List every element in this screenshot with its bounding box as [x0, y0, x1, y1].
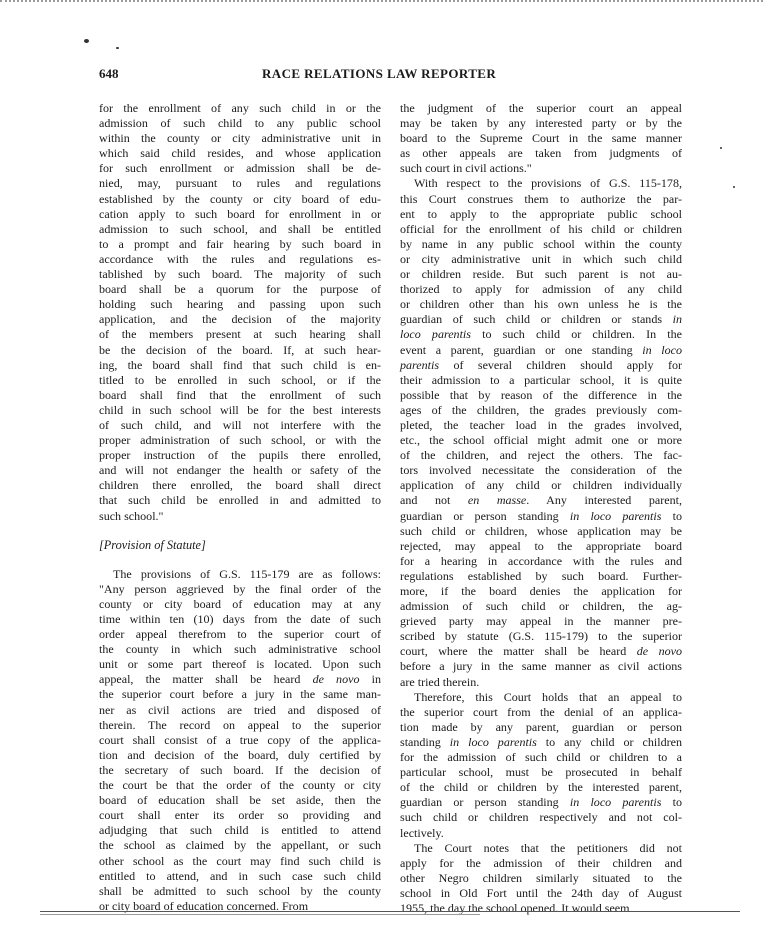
text-line: by name in any public school within the county [400, 236, 682, 251]
text-line: proper administration of such school, or with the [99, 433, 381, 448]
text-line: within the county or city administrative unit in [99, 131, 381, 146]
text-line: such court in civil actions." [400, 161, 532, 176]
text-line: therein. The record on appeal to the superior [99, 717, 381, 732]
text-line: The Court notes that the petitioners did not [414, 840, 682, 855]
page-header [0, 66, 763, 86]
text-line: scribed by statute (G.S. 115-179) to the superior [400, 629, 682, 644]
text-line: accordance with the rules and regulations es- [99, 251, 381, 266]
text-line: court shall consist of a true copy of the applica- [99, 732, 381, 747]
text-line: The provisions of G.S. 115-179 are as follows: [113, 566, 381, 581]
text-line: thorized to apply for admission of any child [400, 282, 682, 297]
page-number: 648 [99, 66, 119, 81]
text-line: grieved party may appeal in the manner pre- [400, 614, 682, 629]
text-line: loco parentis to such child or children. In the [400, 327, 682, 342]
spacer [99, 553, 381, 567]
text-line: which said child resides, and whose application [99, 146, 381, 161]
text-line: for such enrollment or admission shall be de- [99, 161, 381, 176]
text-line: such school." [99, 508, 164, 523]
running-head: RACE RELATIONS LAW REPORTER [262, 66, 497, 81]
text-line: etc., the school official might admit one or more [400, 433, 682, 448]
text-line: board shall find that the enrollment of such [99, 387, 381, 402]
text-line: board of education shall be set aside, then the [99, 793, 381, 808]
text-line: With respect to the provisions of G.S. 115-178, [414, 176, 682, 191]
text-line: for the enrollment of any such child in or the [99, 101, 381, 115]
text-line: county or city board of education may at any [99, 596, 381, 611]
left-paragraph-1 [99, 101, 381, 524]
text-line: guardian of such child or children or stands in [400, 312, 682, 327]
text-line: tion and decision of the board, duly certified by [99, 747, 381, 762]
text-line: ing, the board shall find that such child is en- [99, 357, 381, 372]
text-line: guardian or person standing in loco parentis to [400, 795, 682, 810]
text-line: holding such hearing and passing upon such [99, 297, 381, 312]
text-line: court shall enter its order so providing and [99, 808, 381, 823]
text-line: are tried therein. [400, 674, 480, 689]
text-line: child in such school will be for the best interests [99, 402, 381, 417]
text-line: tion made by any parent, guardian or person [400, 719, 682, 734]
text-line: the school as claimed by the appellant, or such [99, 838, 381, 853]
text-line: for a hearing in accordance with the rules and [400, 553, 682, 568]
text-line: or children other than his own unless he is the [400, 297, 682, 312]
text-line: their admission to a particular school, it is quite [400, 372, 682, 387]
text-line: guardian or person standing in loco parentis to [400, 508, 682, 523]
text-line: the county in which such administrative school [99, 642, 381, 657]
text-line: for the admission of such child or children to a [400, 750, 682, 765]
text-line: this Court construes them to authorize the par- [400, 191, 682, 206]
footer-rule [40, 914, 480, 915]
text-line: regulations established by such board. Further- [400, 568, 682, 583]
text-line: to a prompt and fair hearing by such board in [99, 236, 381, 251]
text-line: of the members present at such hearing shall [99, 327, 381, 342]
text-line: possible that by reason of the difference in the [400, 387, 682, 402]
text-line: school in Old Fort until the 24th day of August [400, 885, 682, 900]
text-line: parentis of several children should apply for [400, 357, 682, 372]
text-line: board shall be a quorum for the purpose of [99, 282, 381, 297]
text-line: titled to be enrolled in such school, or if the [99, 372, 381, 387]
right-column [400, 101, 682, 916]
text-line: official for the enrollment of his child or children [400, 221, 682, 236]
text-line: and will not endanger the health or safety of the [99, 463, 381, 478]
text-line: "Any person aggrieved by the final order of the [99, 581, 381, 596]
text-line: established by the county or city board of edu- [99, 191, 381, 206]
text-line: of the children, and reject the others. The fac- [400, 448, 682, 463]
text-line: that such child be enrolled in and admitted to [99, 493, 381, 508]
text-line: tors involved necessitate the consideration of the [400, 463, 682, 478]
text-line: as other appeals are taken from judgments of [400, 146, 682, 161]
text-line: be the decision of the board. If, at such hear- [99, 342, 381, 357]
text-line: ent to apply to the appropriate public school [400, 206, 682, 221]
text-line: application of any child or children individually [400, 478, 682, 493]
right-paragraph-2 [400, 176, 682, 689]
text-line: cation apply to such board for enrollment in or [99, 206, 381, 221]
spacer [99, 524, 381, 538]
text-line: of the child or children by the interested parent, [400, 780, 682, 795]
text-line: the judgment of the superior court an appeal [400, 101, 682, 115]
right-paragraph-1 [400, 101, 682, 176]
text-line: or children reside. But such parent is not au- [400, 267, 682, 282]
text-line: children there enrolled, the board shall direct [99, 478, 381, 493]
text-line: entitled to attend, and in such case such child [99, 868, 381, 883]
text-line: shall be admitted to such school by the county [99, 883, 381, 898]
text-line: the court be that the order of the county or city [99, 778, 381, 793]
text-line: board to the Supreme Court in the same manner [400, 131, 682, 146]
text-line: adjudging that such child is entitled to attend [99, 823, 381, 838]
text-line: time within ten (10) days from the date of such [99, 612, 381, 626]
text-line: proper instruction of the pupils there enrolled, [99, 448, 381, 463]
scan-speck [720, 147, 722, 149]
text-line: court, where the matter shall be heard de novo [400, 644, 682, 659]
text-line: particular school, must be prosecuted in behalf [400, 765, 682, 780]
text-line: or city board of education concerned. From [99, 898, 309, 913]
text-line: standing in loco parentis to any child or children [400, 734, 682, 749]
text-line: apply for the admission of their children and [400, 855, 682, 870]
text-line: order appeal therefrom to the superior court of [99, 627, 381, 642]
scan-speck [84, 39, 89, 43]
text-line: such child or children respectively and not col- [400, 810, 682, 825]
text-line: other Negro children similarly situated to the [400, 870, 682, 885]
text-line: nied, may, pursuant to rules and regulations [99, 176, 381, 191]
text-line: the superior court before a jury in the same man- [99, 687, 381, 702]
text-line: ner as civil actions are tried and disposed of [99, 702, 381, 717]
text-line: event a parent, guardian or one standing in loco [400, 342, 682, 357]
text-line: or city administrative unit in which such child [400, 251, 682, 266]
right-paragraph-3 [400, 690, 682, 841]
section-heading: [Provision of Statute] [99, 537, 206, 552]
text-line: other school as the court may find such child is [99, 853, 381, 868]
text-line: the superior court from the denial of an applica- [400, 704, 682, 719]
text-line: and not en masse. Any interested parent, [400, 493, 682, 508]
right-paragraph-4 [400, 841, 682, 916]
left-column [99, 101, 381, 914]
text-line: the secretary of such board. If the decision of [99, 762, 381, 777]
text-line: unit or some part thereof is located. Upon such [99, 657, 381, 672]
text-line: pleted, the teacher load in the grades involved, [400, 417, 682, 432]
text-line: tablished by such board. The majority of such [99, 267, 381, 282]
text-line: such child or children, whose application may be [400, 523, 682, 538]
text-line: may be taken by any interested party or by the [400, 116, 682, 131]
text-line: admission of such child to any public school [99, 116, 381, 131]
scan-speck [116, 47, 119, 49]
text-line: of such child, and will not interfere with the [99, 417, 381, 432]
text-line: ages of the children, the grades previously com- [400, 402, 682, 417]
text-line: appeal, the matter shall be heard de novo in [99, 672, 381, 687]
footer-rule [40, 911, 740, 912]
text-line: Therefore, this Court holds that an appeal to [414, 689, 682, 704]
scan-speck [733, 186, 735, 188]
text-line: lectively. [400, 825, 444, 840]
scan-edge [0, 0, 763, 10]
text-line: rejected, may appeal to the appropriate board [400, 538, 682, 553]
text-line: 1955, the day the school opened. It would seem [400, 900, 630, 915]
text-line: more, if the board denies the application for [400, 584, 682, 598]
text-line: before a jury in the same manner as civil actions [400, 659, 682, 674]
text-line: admission of such child or children, the ag- [400, 599, 682, 614]
left-paragraph-2 [99, 567, 381, 914]
text-line: admission to such school, and shall be entitled [99, 221, 381, 236]
text-line: application, and the decision of the majority [99, 312, 381, 327]
